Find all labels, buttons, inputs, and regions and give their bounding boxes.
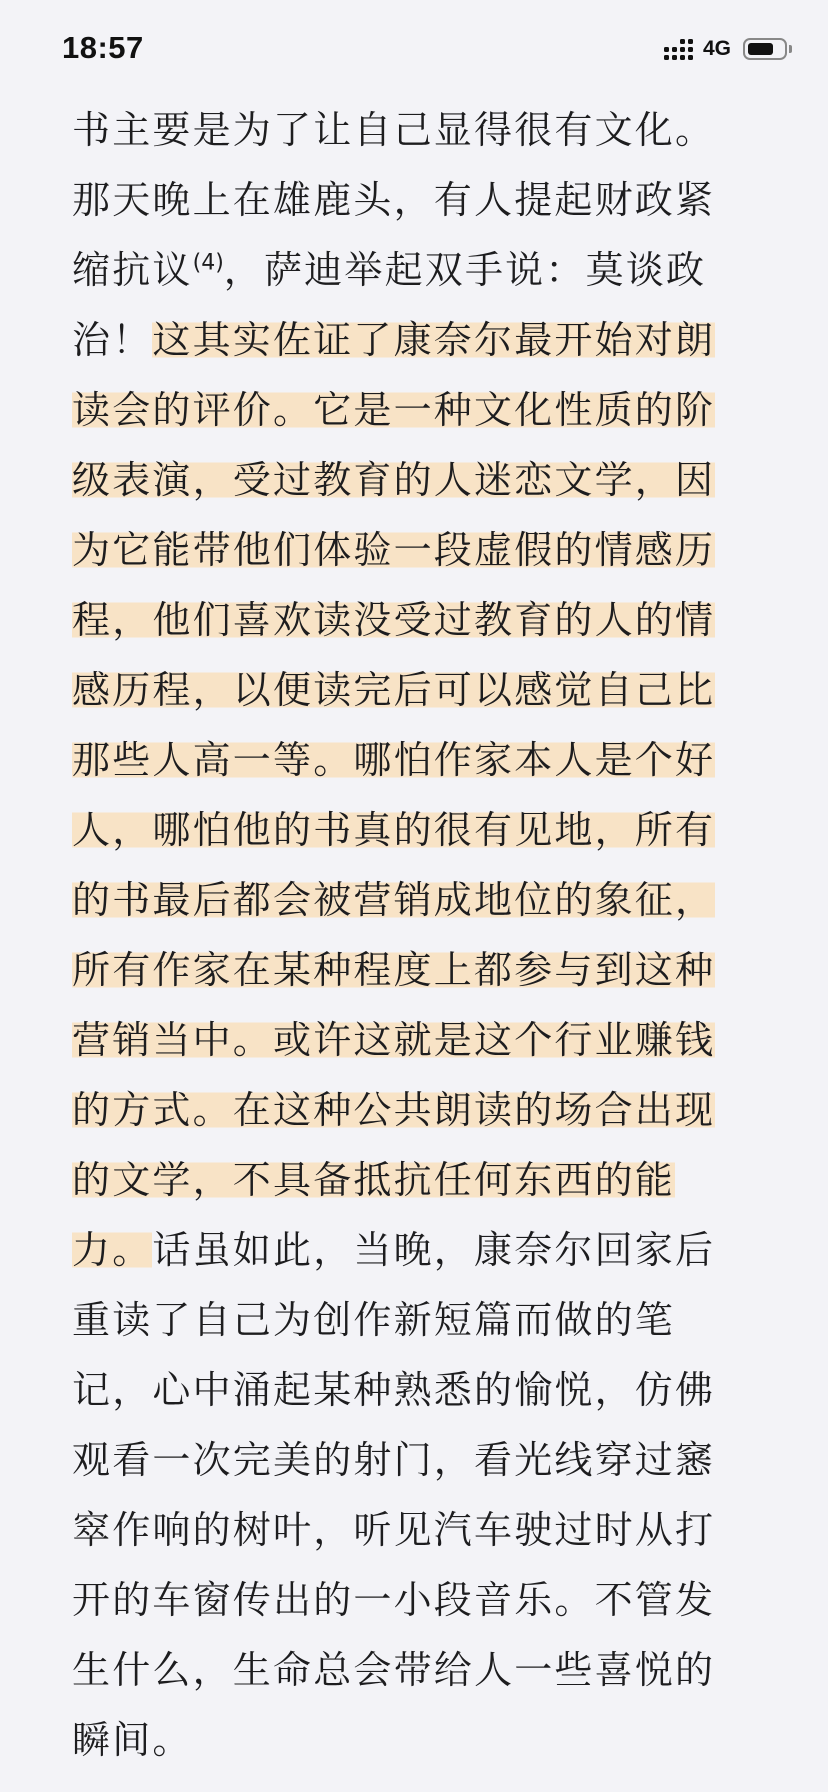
text-line (72, 725, 752, 795)
text-line (72, 1075, 752, 1145)
text-line: 记，心中涌起某种熟悉的愉悦，仿佛 (72, 1368, 716, 1412)
highlighted-text[interactable]: 的书最后都会被营销成地位的象征， (72, 878, 716, 922)
text-line (72, 655, 752, 725)
status-indicators (664, 34, 792, 64)
network-type: 4G (702, 37, 731, 60)
text-line (72, 1005, 752, 1075)
text-line: 重读了自己为创作新短篇而做的笔 (72, 1298, 676, 1342)
text-line (72, 795, 752, 865)
highlighted-text[interactable]: 力。 (72, 1228, 153, 1272)
text-line: 治！这其实佐证了康奈尔最开始对朗 (72, 318, 716, 362)
text-line (72, 585, 752, 655)
text-line (72, 865, 752, 935)
text-line: 力。话虽如此，当晚，康奈尔回家后 (72, 1228, 716, 1272)
status-time: 18:57 (62, 30, 144, 65)
text-line (72, 935, 752, 1005)
highlighted-text[interactable]: 那些人高一等。哪怕作家本人是个好 (72, 738, 716, 782)
text-line: 书主要是为了让自己显得很有文化。 (72, 108, 716, 152)
text-line (72, 1145, 752, 1215)
highlighted-text[interactable]: 所有作家在某种程度上都参与到这种 (72, 948, 716, 992)
highlighted-text[interactable]: 为它能带他们体验一段虚假的情感历 (72, 528, 716, 572)
text-line: 瞬间。 (72, 1718, 193, 1762)
battery-icon (743, 38, 787, 60)
footnote-marker[interactable]: (4) (192, 250, 224, 276)
text-line: 窣作响的树叶，听见汽车驶过时从打 (72, 1508, 716, 1552)
battery-cap (789, 45, 792, 53)
text-line: 那天晚上在雄鹿头，有人提起财政紧 (72, 178, 716, 222)
text-line: 开的车窗传出的一小段音乐。不管发 (72, 1578, 716, 1622)
highlighted-text[interactable]: 人，哪怕他的书真的很有见地，所有 (72, 808, 716, 852)
highlighted-text[interactable]: 营销当中。或许这就是这个行业赚钱 (72, 1018, 716, 1062)
text-line: 观看一次完美的射门，看光线穿过窸 (72, 1438, 716, 1482)
cellular-signal-icon (664, 38, 693, 60)
text-line: 缩抗议$^{(4)}$，萨迪举起双手说：莫谈政 (72, 248, 707, 292)
book-reader-text[interactable] (72, 95, 752, 1775)
highlighted-text[interactable]: 的文学，不具备抵抗任何东西的能 (72, 1158, 676, 1202)
text-line (72, 445, 752, 515)
highlighted-text[interactable]: 感历程，以便读完后可以感觉自己比 (72, 668, 716, 712)
highlighted-text[interactable]: 程，他们喜欢读没受过教育的人的情 (72, 598, 716, 642)
highlighted-text[interactable]: 的方式。在这种公共朗读的场合出现 (72, 1088, 716, 1132)
text-line (72, 375, 752, 445)
highlighted-text[interactable]: 级表演，受过教育的人迷恋文学，因 (72, 458, 716, 502)
text-line (72, 515, 752, 585)
highlighted-text[interactable]: 这其实佐证了康奈尔最开始对朗 (152, 318, 716, 362)
text-line: 生什么，生命总会带给人一些喜悦的 (72, 1648, 716, 1692)
highlighted-text[interactable]: 读会的评价。它是一种文化性质的阶 (72, 388, 716, 432)
